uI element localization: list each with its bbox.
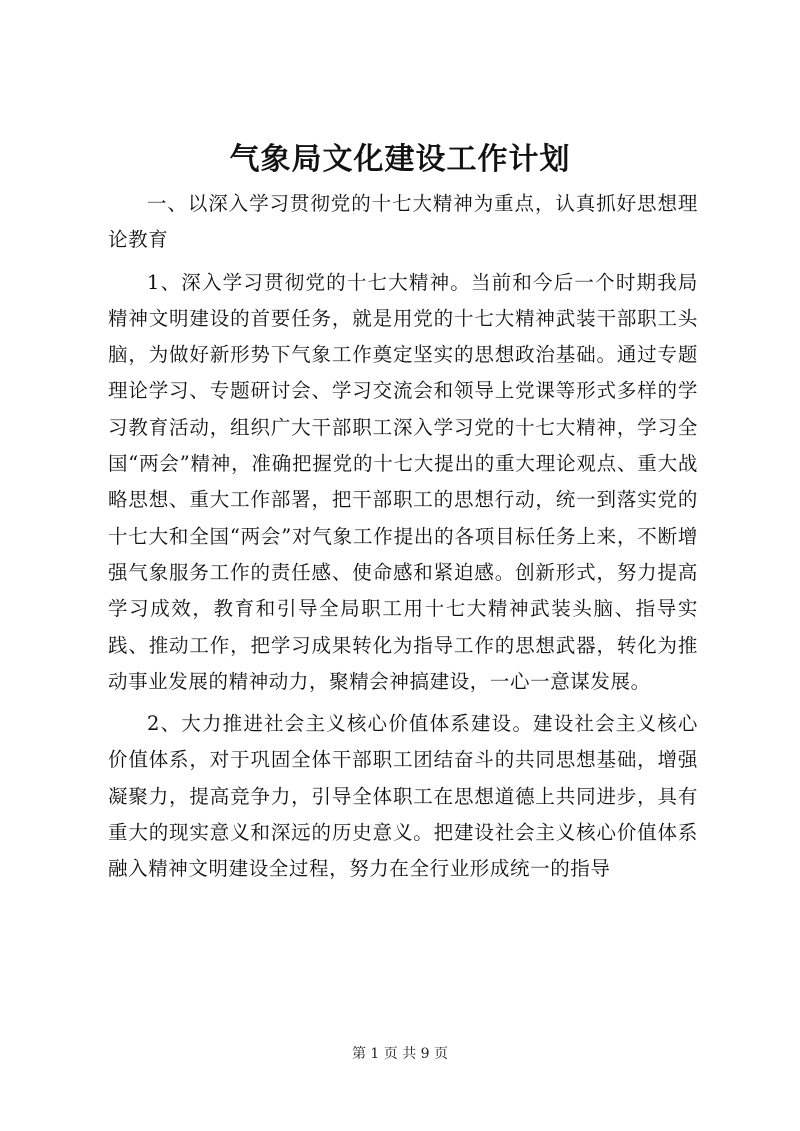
body-paragraph-1: 1、深入学习贯彻党的十七大精神。当前和今后一个时期我局精神文明建设的首要任务，就是用党的十七大精神武装干部职工头脑，为做好新形势下气象工作奠定坚实的思想政治基础。通过专题理论学习、专题研讨会、学习交流会和领导上党课等形式多样的学习教育活动，组织广大干部职工深入学习党的十七大精神，学习全国“两会”精神，准确把握党的十七大提出的重大理论观点、重大战略思想、重大工作部署，把干部职工的思想行动，统一到落实党的十七大和全国“两会”对气象工作提出的各项目标任务上来，不断增强气象服务工作的责任感、使命感和紧迫感。创新形式，努力提高学习成效，教育和引导全局职工用十七大精神武装头脑、指导实践、推动工作，把学习成果转化为指导工作的思想武器，转化为推动事业发展的精神动力，聚精会神搞建设，一心一意谋发展。: [108, 270, 698, 693]
section-heading-paragraph: 一、以深入学习贯彻党的十七大精神为重点，认真抓好思想理论教育: [108, 192, 698, 252]
body-paragraph-2: 2、大力推进社会主义核心价值体系建设。建设社会主义核心价值体系，对于巩固全体干部职工团结奋斗的共同思想基础，增强凝聚力，提高竞争力，引导全体职工在思想道德上共同进步，具有重大的现实意义和深远的历史意义。把建设社会主义核心价值体系融入精神文明建设全过程，努力在全行业形成统一的指导: [108, 712, 698, 881]
document-body: [108, 186, 698, 888]
page-number-footer: 第 1 页 共 9 页: [351, 1046, 449, 1062]
document-title: 气象局文化建设工作计划: [229, 142, 571, 177]
